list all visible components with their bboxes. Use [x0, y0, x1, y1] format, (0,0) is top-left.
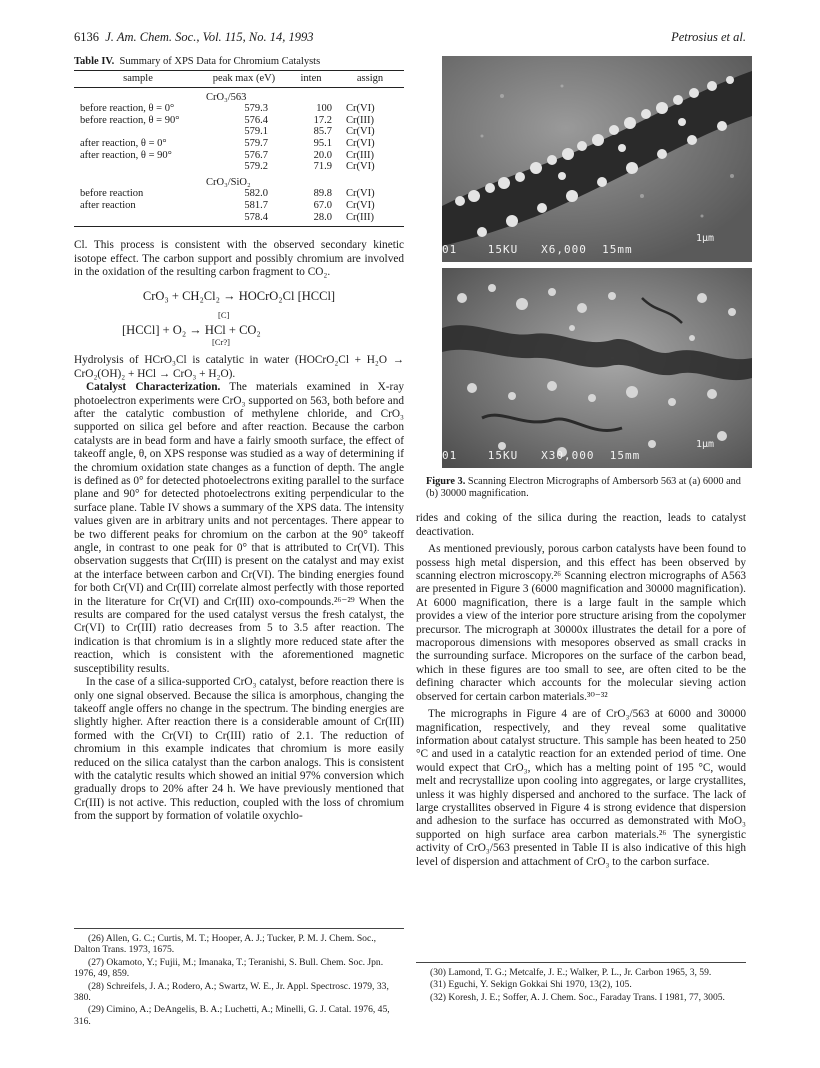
figure-caption-text: Scanning Electron Micrographs of Ambersorb 563 at (a) 6000 and (b) 30000 magnification.: [426, 476, 741, 500]
page-number: 6136: [74, 30, 99, 44]
cell-inten: 85.7: [313, 126, 332, 138]
paragraph-silica-catalyst: In the case of a silica-supported CrO₃ catalyst, before reaction there is only one signal observed. Because the silica is amorphous, changing the takeoff angle offers no change in the spectrum. The binding energies are slightly higher. After reaction there is a considerable amount of Cr(III) formed with the Cr(VI) to Cr(III) ratio of 2.1. The reduction of chromium in this example indicates that chromium is more easily reduced on the silica catalyst than the carbon analogs. This is consistent with the catalytic results which showed an initial 97% conversion which gradually drops to 20% after 24 h. We have previously mentioned that Cr(III) is not active. This reduction, coupled with the loss of chromium from the support by formation of volatile oxychlo-: [74, 676, 404, 823]
reference-item: (27) Okamoto, Y.; Fujii, M.; Imanaka, T.; Teranishi, S. Bull. Chem. Soc. Jpn. 1976, 49, 859.: [74, 956, 384, 980]
micrograph-a-image: [442, 56, 752, 262]
cell-sample: before reaction: [80, 188, 144, 200]
reference-item: (32) Koresh, J. E.; Soffer, A. J. Chem. Soc., Faraday Trans. I 1981, 77, 3005.: [430, 991, 725, 1003]
group-label: CrO₃/563: [206, 91, 247, 103]
cell-inten: 17.2: [313, 114, 332, 126]
table-row: [74, 200, 404, 212]
cell-inten: 89.8: [313, 188, 332, 200]
cell-assign: Cr(VI): [346, 103, 375, 115]
journal-citation: J. Am. Chem. Soc., Vol. 115, No. 14, 1993: [105, 30, 314, 44]
table-row: [74, 188, 404, 200]
micrograph-b-image: [442, 268, 752, 468]
col-header-inten: inten: [286, 71, 336, 88]
cell-peak: 576.7: [244, 149, 268, 161]
equation-1: CrO₃ + CH₂Cl₂ → HOCrO₂Cl [HCCl]: [142, 289, 336, 304]
cell-assign: Cr(VI): [346, 126, 375, 138]
reference-item: (30) Lamond, T. G.; Metcalfe, J. E.; Walker, P. L., Jr. Carbon 1965, 3, 59.: [430, 967, 712, 978]
scale-bar-b: 1μm: [695, 439, 714, 450]
cell-peak: 576.4: [244, 114, 268, 126]
table-row: [74, 103, 404, 115]
table-row: [74, 126, 404, 138]
col-header-peak: peak max (eV): [202, 71, 286, 88]
cell-assign: Cr(VI): [346, 199, 375, 211]
table-label: Table IV.: [74, 56, 115, 67]
cell-sample: [74, 161, 202, 173]
table-row: [74, 115, 404, 127]
micrograph-a-label: 01 15KU X6,000 15mm: [442, 243, 633, 256]
paragraph-deactivation: rides and coking of the silica during the reaction, leads to catalyst deactivation.: [416, 512, 746, 538]
xps-table: [74, 70, 404, 227]
paragraph-sem: As mentioned previously, porous carbon catalysts have been found to possess high metal dispersion, and this effect has been observed by scanning electron microscopy.²⁶ Scanning electron micrographs of A563 are presented in Figure 3 (6000 magnification and 30000 magnification). At 6000 magnification, there is a large fault in the sample which provides a view of the interior pore structure arising from the copolymer precursor. The micrograph at 30000x illustrates the detail for a pore of macroporous dimensions with mesopores observed as small cracks in the surrounding surface. Micropores on the surface of the carbon bead, which in these figures are too small to see, are often cited to be the defining character which accounts for the molecular sieving action observed for certain carbon materials.³⁰⁻³²: [416, 543, 746, 703]
references-left: [74, 928, 404, 1028]
cell-peak: 579.1: [244, 126, 268, 138]
table-group-row: [74, 173, 404, 189]
cell-sample: [74, 212, 202, 227]
running-authors: Petrosius et al.: [671, 30, 746, 44]
reference-item: (28) Schreifels, J. A.; Rodero, A.; Swartz, W. E., Jr. Appl. Spectrosc. 1979, 33, 380.: [74, 980, 389, 1004]
cell-inten: 20.0: [313, 149, 332, 161]
cell-sample: [74, 126, 202, 138]
cell-inten: 100: [316, 103, 332, 115]
cell-assign: Cr(III): [346, 114, 374, 126]
cell-assign: Cr(III): [336, 212, 404, 227]
cell-peak: 582.0: [244, 188, 268, 200]
cell-inten: 95.1: [313, 137, 332, 149]
table-group-row: [74, 87, 404, 103]
equation-2-main: [HCCl] + O₂ → HCl + CO₂: [122, 323, 261, 338]
cell-inten: 28.0: [286, 212, 336, 227]
figure-label: Figure 3.: [426, 476, 466, 487]
table-row: [74, 212, 404, 227]
figure-caption: [426, 476, 746, 500]
cell-peak: 579.2: [244, 161, 268, 173]
cell-sample: after reaction: [80, 199, 136, 211]
cell-inten: 71.9: [313, 161, 332, 173]
table-row: [74, 161, 404, 173]
cell-sample: after reaction, θ = 0°: [80, 137, 167, 149]
page-number-and-journal: [74, 30, 313, 45]
cell-sample: before reaction, θ = 90°: [80, 114, 180, 126]
col-header-assign: assign: [336, 71, 404, 88]
table-header: [74, 71, 404, 88]
group-label: CrO₃/SiO₂: [206, 176, 251, 188]
scale-bar-a: 1μm: [695, 233, 714, 244]
reference-item: (26) Allen, G. C.; Curtis, M. T.; Hooper, A. J.; Tucker, P. M. J. Chem. Soc., Dalton Trans. 1973, 1675.: [74, 933, 377, 956]
right-column: [416, 56, 746, 869]
equation-2-over: [C]: [218, 310, 230, 321]
cell-peak: 581.7: [244, 199, 268, 211]
section-heading: Catalyst Characterization.: [86, 381, 221, 394]
micrograph-a: [442, 56, 752, 262]
paragraph-hydrolysis: Hydrolysis of HCrO₃Cl is catalytic in water (HOCrO₂Cl + H₂O → CrO₂(OH)₂ + HCl → CrO₃ + H₂O).: [74, 354, 404, 380]
paragraph-figure4: The micrographs in Figure 4 are of CrO₃/563 at 6000 and 30000 magnification, respectively, and they reveal some qualitative information about catalyst structure. This sample has been heated to 250 °C and used in a catalytic reaction for an extended period of time. One would expect that CrO₃, which has a melting point of 195 °C, would melt and recrystallize upon cooling into aggregates, or large crystallites, unless it was highly dispersed and anchored to the surface. The lack of large crystallites observed in Figure 4 is strong evidence that dispersion and adhesion to the surface has occurred as demonstrated with MoO₃ supported on high surface area carbon materials.²⁶ The synergistic activity of CrO₃/563 presented in Table II is also indicative of this high level of dispersion and attachment of CrO₃ to the carbon surface.: [416, 708, 746, 868]
col-header-sample: sample: [74, 71, 202, 88]
paragraph-body: The materials examined in X-ray photoelectron experiments were CrO₃ supported on 563, both before and after the catalytic combustion of methylene chloride, and CrO₃ supported on silica gel before and after reaction. Because the carbon catalysts are in bead form and have a fairly smooth surface, the effect of takeoff angle, θ, on XPS response was studied as a way of determining if the chromium oxidation state changes as a function of depth. The angle is defined as 0° for detected photoelectrons exiting parallel to the surface plane and 90° for detected photoelectrons exiting perpendicular to the surface plane. Table IV shows a summary of the XPS data. The intensity values given are in arbitrary units and not percentages. There appear to be two different peaks for chromium on the carbon at the 90° takeoff angle, in contrast to one peak for 0° that is attributed to Cr(VI). This observation suggests that Cr(III) is present on the catalyst and may exist at the interface between carbon and Cr(VI). The binding energies found for both Cr(VI) and Cr(III) correlate almost perfectly with those reported in the literature for Cr(VI) and Cr(III) oxo-compounds.²⁶⁻²⁹ When the results are compared for the used catalyst versus the fresh catalyst, the Cr(VI) to Cr(III) ratio decreases from 5 to 3.5 after reaction. The indication is that chromium is in a slightly more reduced state after the reaction, which is consistent with the aforementioned magnetic susceptibility results.: [74, 381, 404, 675]
cell-peak: 579.7: [244, 137, 268, 149]
paragraph-carbon-fragment: Cl. This process is consistent with the observed secondary kinetic isotope effect. The carbon support and possibly chromium are involved in the oxidation of the resulting carbon fragment to CO₂.: [74, 239, 404, 278]
references-right: [416, 962, 746, 1004]
cell-peak: 578.4: [202, 212, 286, 227]
table-title: Summary of XPS Data for Chromium Catalysts: [119, 56, 321, 67]
paragraph-catalyst-characterization: [74, 381, 404, 676]
cell-assign: Cr(VI): [346, 161, 375, 173]
reference-item: (31) Eguchi, Y. Sekign Gokkai Shi 1970, 13(2), 105.: [430, 979, 632, 991]
page-header: [74, 30, 746, 48]
cell-sample: after reaction, θ = 90°: [80, 149, 172, 161]
cell-assign: Cr(VI): [346, 137, 375, 149]
cell-assign: Cr(VI): [346, 188, 375, 200]
micrograph-b: [442, 268, 752, 468]
cell-peak: 579.3: [244, 103, 268, 115]
reference-item: (29) Cimino, A.; DeAngelis, B. A.; Luchetti, A.; Minelli, G. J. Catal. 1976, 45, 316.: [74, 1004, 390, 1027]
table-caption: [74, 56, 404, 67]
equation-2: [74, 310, 404, 348]
cell-assign: Cr(III): [346, 149, 374, 161]
micrograph-b-label: 01 15KU X30,000 15mm: [442, 449, 641, 462]
left-column: [74, 56, 404, 824]
cell-inten: 67.0: [313, 199, 332, 211]
equation-2-under: [Cr?]: [212, 337, 230, 348]
table-row: [74, 150, 404, 162]
table-row: [74, 138, 404, 150]
table-body: [74, 87, 404, 227]
cell-sample: before reaction, θ = 0°: [80, 103, 175, 115]
